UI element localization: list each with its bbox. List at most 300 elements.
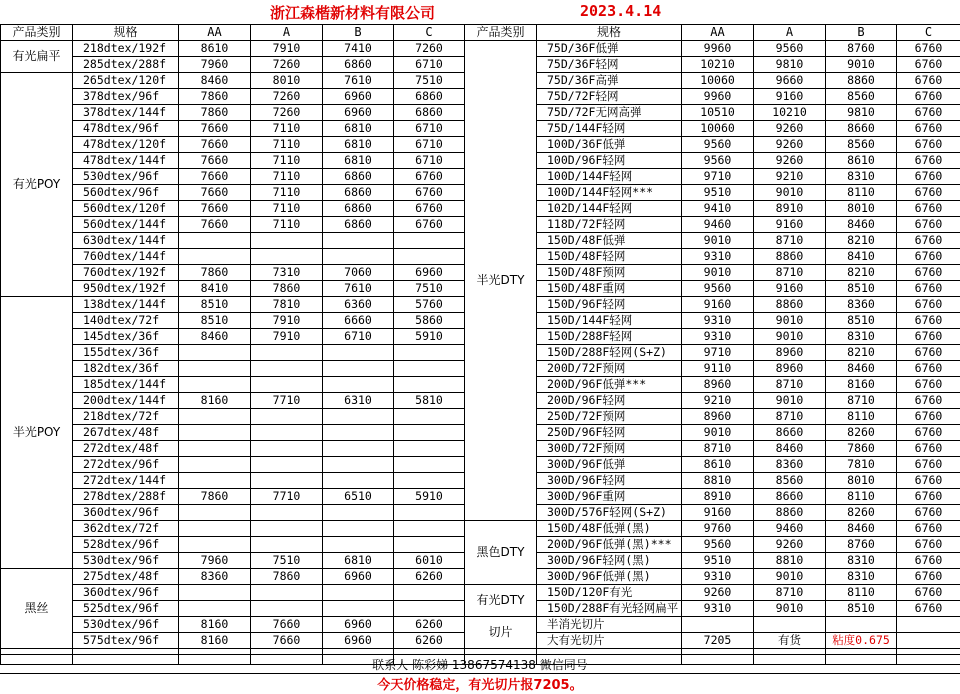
b-price (323, 601, 394, 617)
category-cell: 黑色DTY (465, 521, 537, 585)
spec-cell: 75D/72F轻网 (537, 89, 682, 105)
aa-price: 7860 (179, 105, 251, 121)
spec-cell: 75D/72F无网高弹 (537, 105, 682, 121)
price-note: 今天价格稳定，有光切片报7205。 (377, 678, 583, 693)
aa-price: 7860 (179, 489, 251, 505)
b-price: 8510 (826, 601, 897, 617)
left-header-row (1, 25, 465, 41)
spec-cell: 760dtex/192f (73, 265, 179, 281)
spec-cell: 150D/48F预网 (537, 265, 682, 281)
spec-cell: 378dtex/144f (73, 105, 179, 121)
spec-cell: 528dtex/96f (73, 537, 179, 553)
aa-price: 9310 (682, 601, 754, 617)
aa-price (179, 505, 251, 521)
c-price: 6760 (897, 409, 960, 425)
a-price: 8910 (754, 201, 826, 217)
c-price: 6760 (897, 169, 960, 185)
b-price: 6860 (323, 217, 394, 233)
spec-cell: 575dtex/96f (73, 633, 179, 649)
aa-price: 7660 (179, 137, 251, 153)
aa-price (179, 601, 251, 617)
b-price: 7860 (826, 441, 897, 457)
aa-price: 8160 (179, 617, 251, 633)
a-price: 7910 (251, 41, 323, 57)
aa-price: 8960 (682, 377, 754, 393)
c-price (394, 441, 465, 457)
spec-cell: 150D/288F有光轻网扁平 (537, 601, 682, 617)
a-price: 7810 (251, 297, 323, 313)
b-price: 8560 (826, 137, 897, 153)
c-price: 6760 (897, 569, 960, 585)
a-price (251, 361, 323, 377)
table-row (465, 393, 960, 409)
a-price: 7110 (251, 137, 323, 153)
table-row (465, 201, 960, 217)
c-price: 6710 (394, 121, 465, 137)
a-price: 8360 (754, 457, 826, 473)
c-price: 6760 (897, 585, 960, 601)
spec-cell: 200dtex/144f (73, 393, 179, 409)
spec-cell: 530dtex/96f (73, 617, 179, 633)
a-price: 8860 (754, 505, 826, 521)
spec-cell: 278dtex/288f (73, 489, 179, 505)
c-price: 6260 (394, 633, 465, 649)
a-price (754, 617, 826, 633)
a-price (251, 537, 323, 553)
c-price: 6260 (394, 569, 465, 585)
col-a: A (754, 25, 826, 41)
c-price: 6760 (897, 457, 960, 473)
a-price (251, 233, 323, 249)
aa-price: 8610 (682, 457, 754, 473)
table-row (465, 601, 960, 617)
spec-cell: 75D/36F轻网 (537, 57, 682, 73)
spec-cell: 200D/72F预网 (537, 361, 682, 377)
aa-price (682, 617, 754, 633)
spec-cell: 250D/72F预网 (537, 409, 682, 425)
aa-price: 8160 (179, 393, 251, 409)
c-price: 6260 (394, 617, 465, 633)
aa-price: 7660 (179, 169, 251, 185)
aa-price: 9260 (682, 585, 754, 601)
a-price: 9010 (754, 329, 826, 345)
spec-cell: 275dtex/48f (73, 569, 179, 585)
aa-price: 7660 (179, 201, 251, 217)
c-price (897, 617, 960, 633)
b-price: 6510 (323, 489, 394, 505)
table-row (465, 41, 960, 57)
c-price (394, 505, 465, 521)
b-price: 6660 (323, 313, 394, 329)
col-a: A (251, 25, 323, 41)
b-price: 6960 (323, 89, 394, 105)
table-row (1, 297, 465, 313)
c-price: 6760 (897, 281, 960, 297)
a-price: 7710 (251, 489, 323, 505)
category-cell: 半光POY (1, 297, 73, 569)
c-price: 6760 (897, 377, 960, 393)
c-price: 6960 (394, 265, 465, 281)
c-price: 7260 (394, 41, 465, 57)
aa-price: 9410 (682, 201, 754, 217)
spec-cell: 272dtex/96f (73, 457, 179, 473)
c-price: 6760 (897, 601, 960, 617)
a-price: 8660 (754, 425, 826, 441)
aa-price (179, 249, 251, 265)
table-row (465, 553, 960, 569)
aa-price: 8160 (179, 633, 251, 649)
c-price: 6760 (897, 313, 960, 329)
c-price: 6760 (897, 345, 960, 361)
c-price (394, 361, 465, 377)
aa-price: 9110 (682, 361, 754, 377)
aa-price: 7205 (682, 633, 754, 649)
c-price: 6760 (897, 329, 960, 345)
left-price-table (0, 24, 465, 665)
c-price (394, 537, 465, 553)
c-price: 6760 (897, 393, 960, 409)
table-row (465, 121, 960, 137)
aa-price: 9710 (682, 169, 754, 185)
b-price: 8360 (826, 297, 897, 313)
aa-price (179, 377, 251, 393)
spec-cell: 150D/144F轻网 (537, 313, 682, 329)
spec-cell: 950dtex/192f (73, 281, 179, 297)
a-price: 7660 (251, 633, 323, 649)
b-price: 6810 (323, 137, 394, 153)
aa-price: 9310 (682, 329, 754, 345)
spec-cell: 150D/48F低弹(黑) (537, 521, 682, 537)
b-price: 7610 (323, 281, 394, 297)
table-row (465, 57, 960, 73)
b-price: 8160 (826, 377, 897, 393)
spec-cell: 478dtex/120f (73, 137, 179, 153)
spec-cell: 530dtex/96f (73, 169, 179, 185)
spec-cell: 100D/144F轻网 (537, 169, 682, 185)
b-price (323, 537, 394, 553)
c-price: 6760 (897, 441, 960, 457)
a-price (251, 425, 323, 441)
a-price: 7110 (251, 121, 323, 137)
a-price: 9160 (754, 281, 826, 297)
spec-cell: 300D/72F预网 (537, 441, 682, 457)
table-row (465, 521, 960, 537)
table-row (465, 185, 960, 201)
spec-cell: 138dtex/144f (73, 297, 179, 313)
spec-cell: 560dtex/144f (73, 217, 179, 233)
c-price: 6760 (897, 473, 960, 489)
c-price: 6760 (897, 425, 960, 441)
company-title: 浙江森楷新材料有限公司 (270, 4, 436, 22)
b-price: 8010 (826, 201, 897, 217)
aa-price: 7960 (179, 553, 251, 569)
b-price: 6710 (323, 329, 394, 345)
b-price: 8660 (826, 121, 897, 137)
b-price: 粘度0.675 (826, 633, 897, 649)
aa-price (179, 473, 251, 489)
c-price: 5760 (394, 297, 465, 313)
a-price (251, 521, 323, 537)
aa-price: 7660 (179, 153, 251, 169)
spec-cell: 267dtex/48f (73, 425, 179, 441)
a-price: 9010 (754, 601, 826, 617)
aa-price: 9310 (682, 569, 754, 585)
aa-price (179, 233, 251, 249)
aa-price: 9560 (682, 137, 754, 153)
c-price: 6010 (394, 553, 465, 569)
spec-cell: 560dtex/120f (73, 201, 179, 217)
b-price (323, 409, 394, 425)
c-price (394, 585, 465, 601)
col-c: C (394, 25, 465, 41)
spec-cell: 75D/144F轻网 (537, 121, 682, 137)
c-price (394, 409, 465, 425)
spec-cell: 150D/48F低弹 (537, 233, 682, 249)
aa-price (179, 457, 251, 473)
a-price: 9010 (754, 569, 826, 585)
b-price: 9010 (826, 57, 897, 73)
b-price: 8310 (826, 553, 897, 569)
a-price: 7860 (251, 569, 323, 585)
a-price (251, 249, 323, 265)
aa-price: 7960 (179, 57, 251, 73)
a-price: 7110 (251, 169, 323, 185)
table-row (465, 297, 960, 313)
a-price: 8860 (754, 249, 826, 265)
table-row (1, 569, 465, 585)
right-price-table (464, 24, 960, 665)
spec-cell: 150D/96F轻网 (537, 297, 682, 313)
spec-cell: 300D/96F低弹(黑) (537, 569, 682, 585)
c-price: 6760 (394, 169, 465, 185)
b-price: 6310 (323, 393, 394, 409)
c-price: 5910 (394, 489, 465, 505)
category-cell: 切片 (465, 617, 537, 649)
spec-cell: 大有光切片 (537, 633, 682, 649)
b-price (323, 521, 394, 537)
spec-cell: 300D/96F低弹 (537, 457, 682, 473)
aa-price: 8810 (682, 473, 754, 489)
spec-cell: 360dtex/96f (73, 585, 179, 601)
a-price: 7710 (251, 393, 323, 409)
c-price (394, 345, 465, 361)
b-price: 8310 (826, 569, 897, 585)
table-row (465, 265, 960, 281)
a-price: 9460 (754, 521, 826, 537)
c-price (394, 457, 465, 473)
a-price: 8010 (251, 73, 323, 89)
aa-price: 7660 (179, 217, 251, 233)
c-price: 6760 (394, 201, 465, 217)
b-price: 8310 (826, 329, 897, 345)
c-price: 6760 (897, 537, 960, 553)
a-price: 7860 (251, 281, 323, 297)
table-row (465, 457, 960, 473)
a-price: 8710 (754, 409, 826, 425)
spec-cell: 150D/48F轻网 (537, 249, 682, 265)
spec-cell: 630dtex/144f (73, 233, 179, 249)
category-cell: 黑丝 (1, 569, 73, 649)
c-price: 6760 (897, 505, 960, 521)
a-price: 9010 (754, 313, 826, 329)
contact-line: 联系人 陈彩娣 13867574138 微信同号 (372, 658, 588, 672)
table-row (465, 329, 960, 345)
aa-price: 9960 (682, 89, 754, 105)
c-price: 6710 (394, 153, 465, 169)
category-cell: 有光扁平 (1, 41, 73, 73)
a-price: 9260 (754, 153, 826, 169)
aa-price: 9460 (682, 217, 754, 233)
table-row (465, 569, 960, 585)
sheet-date: 2023.4.14 (580, 2, 662, 20)
a-price: 7260 (251, 89, 323, 105)
a-price: 9810 (754, 57, 826, 73)
spec-cell: 102D/144F轻网 (537, 201, 682, 217)
table-row (465, 473, 960, 489)
c-price: 6760 (897, 297, 960, 313)
spec-cell: 75D/36F高弹 (537, 73, 682, 89)
c-price: 5810 (394, 393, 465, 409)
b-price: 8510 (826, 281, 897, 297)
c-price: 6760 (897, 233, 960, 249)
c-price: 6760 (394, 217, 465, 233)
col-category: 产品类别 (465, 25, 537, 41)
spec-cell: 285dtex/288f (73, 57, 179, 73)
a-price (251, 377, 323, 393)
aa-price (179, 521, 251, 537)
table-row (465, 345, 960, 361)
c-price: 7510 (394, 73, 465, 89)
b-price: 6860 (323, 169, 394, 185)
b-price: 6810 (323, 121, 394, 137)
table-row (465, 73, 960, 89)
aa-price: 7860 (179, 89, 251, 105)
table-row (465, 537, 960, 553)
spec-cell: 150D/120F有光 (537, 585, 682, 601)
spec-cell: 145dtex/36f (73, 329, 179, 345)
a-price: 8660 (754, 489, 826, 505)
a-price (251, 473, 323, 489)
aa-price: 9560 (682, 537, 754, 553)
b-price: 7610 (323, 73, 394, 89)
aa-price: 8460 (179, 73, 251, 89)
b-price: 6960 (323, 617, 394, 633)
a-price: 7110 (251, 153, 323, 169)
a-price: 8710 (754, 585, 826, 601)
b-price: 8610 (826, 153, 897, 169)
table-row (465, 105, 960, 121)
aa-price: 9160 (682, 297, 754, 313)
c-price (897, 633, 960, 649)
a-price: 7660 (251, 617, 323, 633)
a-price: 7110 (251, 201, 323, 217)
c-price: 6760 (897, 489, 960, 505)
aa-price (179, 361, 251, 377)
a-price: 7910 (251, 313, 323, 329)
spec-cell: 530dtex/96f (73, 553, 179, 569)
c-price: 6710 (394, 137, 465, 153)
aa-price: 10060 (682, 73, 754, 89)
c-price: 6760 (897, 201, 960, 217)
spec-cell: 半消光切片 (537, 617, 682, 633)
b-price: 8310 (826, 169, 897, 185)
aa-price (179, 425, 251, 441)
col-b: B (323, 25, 394, 41)
spec-cell: 265dtex/120f (73, 73, 179, 89)
aa-price: 8410 (179, 281, 251, 297)
table-row (465, 89, 960, 105)
spec-cell: 250D/96F轻网 (537, 425, 682, 441)
table-row (465, 169, 960, 185)
b-price (323, 473, 394, 489)
b-price (323, 441, 394, 457)
c-price: 6860 (394, 105, 465, 121)
a-price: 7310 (251, 265, 323, 281)
b-price: 9810 (826, 105, 897, 121)
aa-price: 8610 (179, 41, 251, 57)
c-price (394, 473, 465, 489)
c-price: 6760 (897, 249, 960, 265)
c-price: 6760 (897, 185, 960, 201)
spec-cell: 272dtex/144f (73, 473, 179, 489)
a-price (251, 409, 323, 425)
spec-cell: 150D/288F轻网 (537, 329, 682, 345)
table-row (465, 361, 960, 377)
right-header-row (465, 25, 960, 41)
sheet-header (0, 0, 960, 24)
b-price: 8260 (826, 425, 897, 441)
b-price (323, 377, 394, 393)
a-price: 7110 (251, 217, 323, 233)
table-row (465, 489, 960, 505)
b-price: 8760 (826, 537, 897, 553)
table-row (465, 153, 960, 169)
aa-price: 10060 (682, 121, 754, 137)
b-price (323, 345, 394, 361)
a-price: 9160 (754, 89, 826, 105)
c-price: 6760 (897, 121, 960, 137)
b-price: 6810 (323, 153, 394, 169)
spec-cell: 185dtex/144f (73, 377, 179, 393)
b-price: 8260 (826, 505, 897, 521)
spec-cell: 478dtex/96f (73, 121, 179, 137)
aa-price: 9710 (682, 345, 754, 361)
b-price: 7060 (323, 265, 394, 281)
b-price: 8460 (826, 361, 897, 377)
c-price (394, 249, 465, 265)
spec-cell: 478dtex/144f (73, 153, 179, 169)
spec-cell: 218dtex/192f (73, 41, 179, 57)
a-price (251, 585, 323, 601)
b-price: 6960 (323, 633, 394, 649)
table-row (465, 377, 960, 393)
aa-price: 8710 (682, 441, 754, 457)
col-b: B (826, 25, 897, 41)
c-price: 6760 (897, 265, 960, 281)
b-price: 8110 (826, 489, 897, 505)
category-cell: 有光POY (1, 73, 73, 297)
spec-cell: 200D/96F低弹*** (537, 377, 682, 393)
table-row (465, 217, 960, 233)
aa-price: 9510 (682, 185, 754, 201)
a-price: 9210 (754, 169, 826, 185)
b-price: 6960 (323, 569, 394, 585)
table-row (465, 585, 960, 601)
table-row (465, 505, 960, 521)
spec-cell: 760dtex/144f (73, 249, 179, 265)
spec-cell: 182dtex/36f (73, 361, 179, 377)
spec-cell: 300D/96F轻网(黑) (537, 553, 682, 569)
